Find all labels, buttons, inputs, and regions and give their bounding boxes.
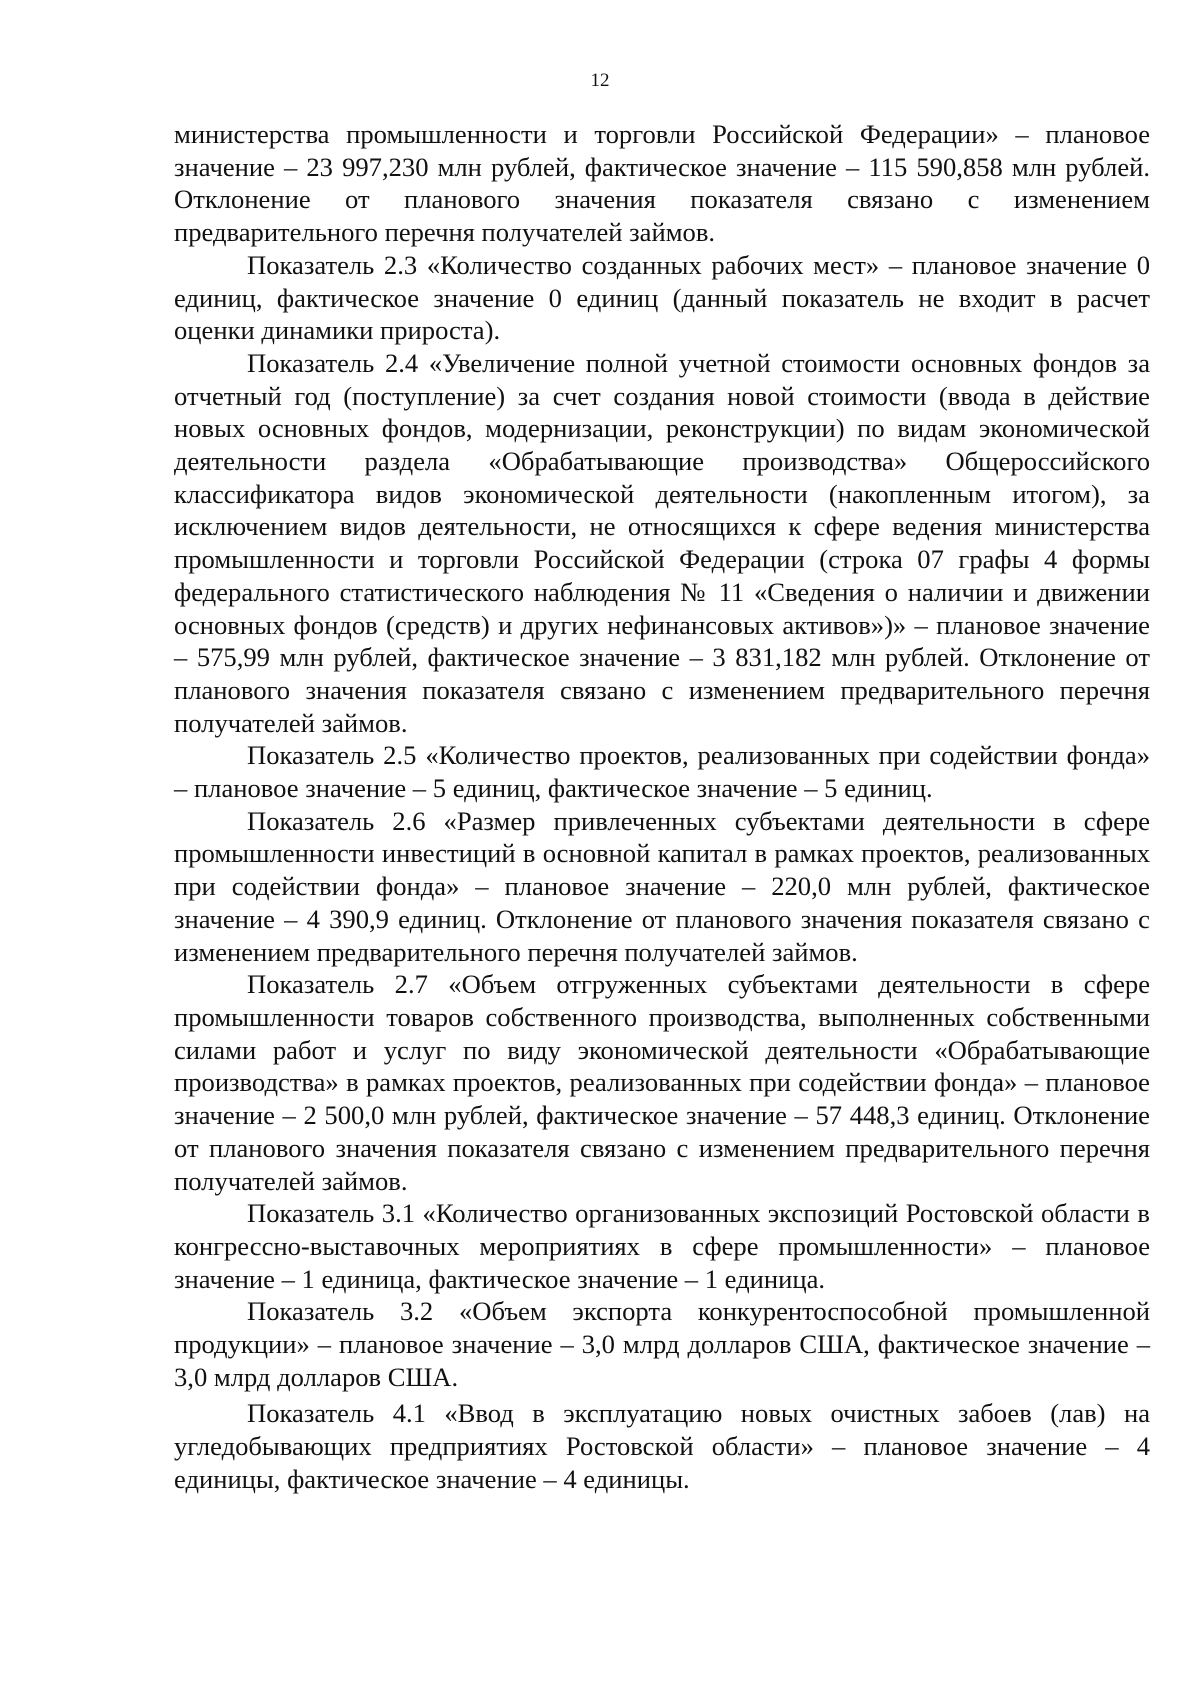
paragraph-indicator-3-2: Показатель 3.2 «Объем экспорта конкурентоспособной промышленной продукции» – плановое значение – 3,0 млрд долларов США, фактическое значение – 3,0 млрд долларов США. <box>174 1296 1150 1392</box>
paragraph-indicator-4-1: Показатель 4.1 «Ввод в эксплуатацию новых очистных забоев (лав) на угледобывающих предприятиях Ростовской области» – плановое значение – 4 единицы, фактическое значение – 4 единицы. <box>174 1398 1150 1494</box>
paragraph-indicator-2-3: Показатель 2.3 «Количество созданных рабочих мест» – плановое значение 0 единиц, фактическое значение 0 единиц (данный показатель не входит в расчет оценки динамики прироста). <box>174 249 1150 346</box>
paragraph-indicator-2-6: Показатель 2.6 «Размер привлеченных субъектами деятельности в сфере промышленности инвестиций в основной капитал в рамках проектов, реализованных при содействии фонда» – плановое значение – 220,0 млн рублей, фактическое значение – 4 390,9 единиц. Отклонение от планового значения показателя связано с изменением предварительного перечня получателей займов. <box>174 805 1150 967</box>
paragraph-indicator-2-5: Показатель 2.5 «Количество проектов, реализованных при содействии фонда» – плановое значение – 5 единиц, фактическое значение – 5 единиц. <box>174 740 1150 804</box>
page-number: 12 <box>590 70 610 91</box>
document-body <box>174 118 1150 1496</box>
paragraph-indicator-2-4: Показатель 2.4 «Увеличение полной учетной стоимости основных фондов за отчетный год (поступление) за счет создания новой стоимости (ввода в действие новых основных фондов, модернизации, реконструкции) по видам экономической деятельности раздела «Обрабатывающие производства» Общероссийского классификатора видов экономической деятельности (накопленным итогом), за исключением видов деятельности, не относящихся к сфере ведения министерства промышленности и торговли Российской Федерации (строка 07 графы 4 формы федерального статистического наблюдения № 11 «Сведения о наличии и движении основных фондов (средств) и других нефинансовых активов»)» – плановое значение – 575,99 млн рублей, фактическое значение – 3 831,182 млн рублей. Отклонение от планового значения показателя связано с изменением предварительного перечня получателей займов. <box>174 347 1150 738</box>
paragraph-indicator-2-7: Показатель 2.7 «Объем отгруженных субъектами деятельности в сфере промышленности товаров собственного производства, выполненных собственными силами работ и услуг по виду экономической деятельности «Обрабатывающие производства» в рамках проектов, реализованных при содействии фонда» – плановое значение – 2 500,0 млн рублей, фактическое значение – 57 448,3 единиц. Отклонение от планового значения показателя связано с изменением предварительного перечня получателей займов. <box>174 969 1150 1196</box>
paragraph-continuation: министерства промышленности и торговли Российской Федерации» – плановое значение – 23 997,230 млн рублей, фактическое значение – 115 590,858 млн рублей. Отклонение от планового значения показателя связано с изменением предварительного перечня получателей займов. <box>174 119 1150 248</box>
paragraph-indicator-3-1: Показатель 3.1 «Количество организованных экспозиций Ростовской области в конгрессно-выставочных мероприятиях в сфере промышленности» – плановое значение – 1 единица, фактическое значение – 1 единица. <box>174 1198 1150 1294</box>
